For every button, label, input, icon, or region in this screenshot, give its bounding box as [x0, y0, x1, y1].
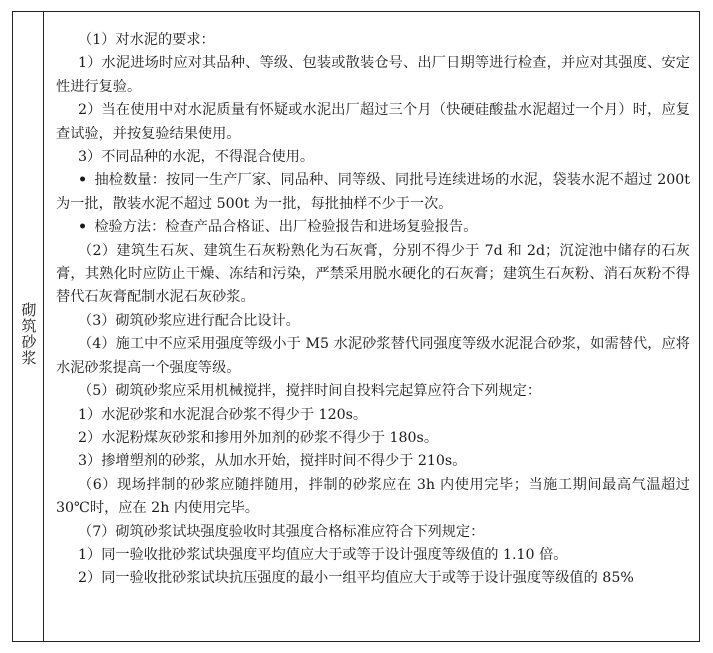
bullet-item — [56, 216, 690, 239]
bullet-item — [56, 169, 690, 216]
paragraph: （3）砌筑砂浆应进行配合比设计。 — [78, 312, 300, 329]
paragraph: 2）水泥粉煤灰砂浆和掺用外加剂的砂浆不得少于 180s。 — [78, 429, 439, 446]
paragraph: （6）现场拌制的砂浆应随拌随用，拌制的砂浆应在 3h 内使用完毕；当施工期间最高气温超过 30℃时，应在 2h 内使用完毕。 — [56, 476, 690, 517]
bullet-icon: • — [78, 172, 88, 189]
paragraph: 1）水泥进场时应对其品种、等级、包装或散装仓号、出厂日期等进行检查，并应对其强度、安定性进行复验。 — [56, 55, 690, 95]
section-label-cell — [13, 12, 44, 641]
paragraph: 1）同一验收批砂浆试块强度平均值应大于或等于设计强度等级值的 1.10 倍。 — [78, 546, 568, 563]
section-label: 砌筑砂浆 — [19, 301, 38, 366]
bullet-text: 检验方法：检查产品合格证、出厂检验报告和进场复验报告。 — [94, 219, 478, 236]
paragraph: 3）不同品种的水泥，不得混合使用。 — [78, 149, 315, 166]
paragraph: （4）施工中不应采用强度等级小于 M5 水泥砂浆替代同强度等级水泥混合砂浆，如需替代，应将水泥砂浆提高一个强度等级。 — [56, 336, 690, 376]
paragraph: （1）对水泥的要求： — [78, 32, 215, 48]
paragraph: （7）砌筑砂浆试块强度验收时其强度合格标准应符合下列规定： — [78, 523, 485, 540]
spec-table — [12, 11, 700, 642]
bullet-icon: • — [78, 219, 88, 236]
bullet-text: 抽检数量：按同一生产厂家、同品种、同等级、同批号连续进场的水泥，袋装水泥不超过 200t 为一批，散装水泥不超过 500t 为一批，每批抽样不少于一次。 — [56, 172, 690, 212]
content-cell — [44, 12, 699, 641]
paragraph: 3）掺增塑剂的砂浆，从加水开始，搅拌时间不得少于 210s。 — [78, 453, 467, 470]
paragraph: （2）建筑生石灰、建筑生石灰粉熟化为石灰膏，分别不得少于 7d 和 2d；沉淀池中储存的石灰膏，其熟化时应防止干燥、冻结和污染，严禁采用脱水硬化的石灰膏；建筑生石灰粉、消石灰粉不得替代石灰膏配制水泥石灰砂浆。 — [56, 242, 690, 306]
paragraph: 2）当在使用中对水泥质量有怀疑或水泥出厂超过三个月（快硬硅酸盐水泥超过一个月）时，应复查试验，并按复验结果使用。 — [56, 102, 690, 142]
paragraph: （5）砌筑砂浆应采用机械搅拌，搅拌时间自投料完起算应符合下列规定： — [78, 383, 542, 400]
paragraph: 2）同一验收批砂浆试块抗压强度的最小一组平均值应大于或等于设计强度等级值的 85% — [78, 570, 634, 587]
paragraph: 1）水泥砂浆和水泥混合砂浆不得少于 120s。 — [78, 406, 368, 423]
